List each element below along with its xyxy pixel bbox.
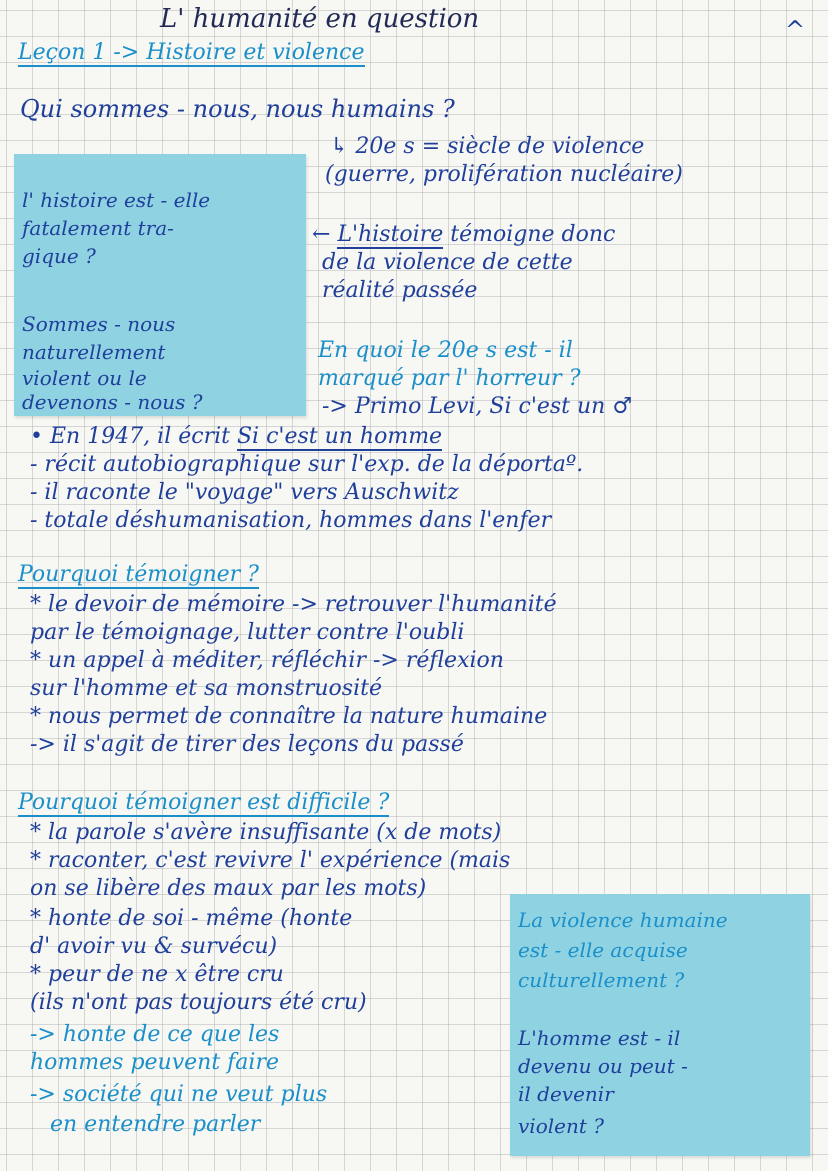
lesson-title-text: Leçon 1 -> Histoire et violence (18, 40, 365, 65)
note-right-line: il devenir (518, 1082, 614, 1106)
question-line-1: En quoi le 20e s est - il (318, 338, 573, 363)
section1-line: * un appel à méditer, réfléchir -> réflexion (30, 648, 504, 673)
sticky-note-right (510, 894, 810, 1156)
section2-line: -> honte de ce que les (30, 1022, 280, 1047)
note-left-line: violent ou le (22, 366, 147, 390)
question-line-2: marqué par l' horreur ? (318, 366, 581, 391)
note-left-line: l' histoire est - elle (22, 188, 211, 212)
note-left-line: naturellement (22, 340, 166, 364)
note-right-line: culturellement ? (518, 968, 685, 992)
intro-line-2: ↳ 20e s = siècle de violence (330, 134, 645, 159)
book-title: Si c'est un homme (236, 424, 443, 449)
levi-line-4: - totale déshumanisation, hommes dans l'enfer (30, 508, 552, 533)
levi-line-2: - récit autobiographique sur l'exp. de la déportaº. (30, 452, 584, 477)
section1-heading (18, 562, 259, 588)
section2-line: * raconter, c'est revivre l' expérience (mais (30, 848, 511, 873)
section2-heading (18, 790, 389, 816)
note-right-line: violent ? (518, 1114, 604, 1138)
page-title: L' humanité en question (160, 4, 480, 34)
note-right-line: L'homme est - il (518, 1026, 681, 1050)
note-left-line: gique ? (22, 244, 96, 268)
note-right-line: La violence humaine (518, 908, 728, 932)
section1-heading-text: Pourquoi témoigner ? (18, 562, 259, 587)
arrow-left-text: ← (312, 222, 338, 247)
section2-line: en entendre parler (50, 1112, 261, 1137)
history-word: L'histoire (337, 222, 444, 247)
note-right-line: est - elle acquise (518, 938, 688, 962)
section2-line: d' avoir vu & survécu) (30, 934, 278, 959)
question-line-3: -> Primo Levi, Si c'est un ♂ (322, 394, 633, 419)
note-left-line: Sommes - nous (22, 312, 176, 336)
section1-line: -> il s'agit de tirer des leçons du passé (30, 732, 464, 757)
note-left-line: fatalement tra- (22, 216, 174, 240)
section2-line: -> société qui ne veut plus (30, 1082, 328, 1107)
section1-line: * nous permet de connaître la nature humaine (30, 704, 548, 729)
intro-question: Qui sommes - nous, nous humains ? (20, 95, 455, 123)
section2-line: on se libère des maux par les mots) (30, 876, 427, 901)
note-left-line: devenons - nous ? (22, 390, 203, 414)
section2-line: * peur de ne x être cru (30, 962, 284, 987)
section1-line: par le témoignage, lutter contre l'oubli (30, 620, 465, 645)
history-line-1 (312, 222, 615, 248)
section1-line: sur l'homme et sa monstruosité (30, 676, 382, 701)
caret-up-icon: ^ (785, 16, 806, 44)
section2-heading-text: Pourquoi témoigner est difficile ? (18, 790, 390, 815)
levi-line-3: - il raconte le "voyage" vers Auschwitz (30, 480, 459, 505)
intro-line-3: (guerre, prolifération nucléaire) (325, 162, 683, 187)
history-line-3: réalité passée (322, 278, 478, 303)
levi-line-1-prefix: • En 1947, il écrit (30, 424, 237, 449)
levi-line-1 (30, 424, 442, 450)
sticky-note-left (14, 154, 306, 416)
note-right-line: devenu ou peut - (518, 1054, 688, 1078)
section1-line: * le devoir de mémoire -> retrouver l'humanité (30, 592, 557, 617)
history-line-2: de la violence de cette (322, 250, 573, 275)
history-line-1-rest: témoigne donc (443, 222, 616, 247)
section2-line: hommes peuvent faire (30, 1050, 279, 1075)
section2-line: (ils n'ont pas toujours été cru) (30, 990, 367, 1015)
lesson-title (18, 40, 365, 66)
section2-line: * la parole s'avère insuffisante (x de mots) (30, 820, 502, 845)
section2-line: * honte de soi - même (honte (30, 906, 353, 931)
